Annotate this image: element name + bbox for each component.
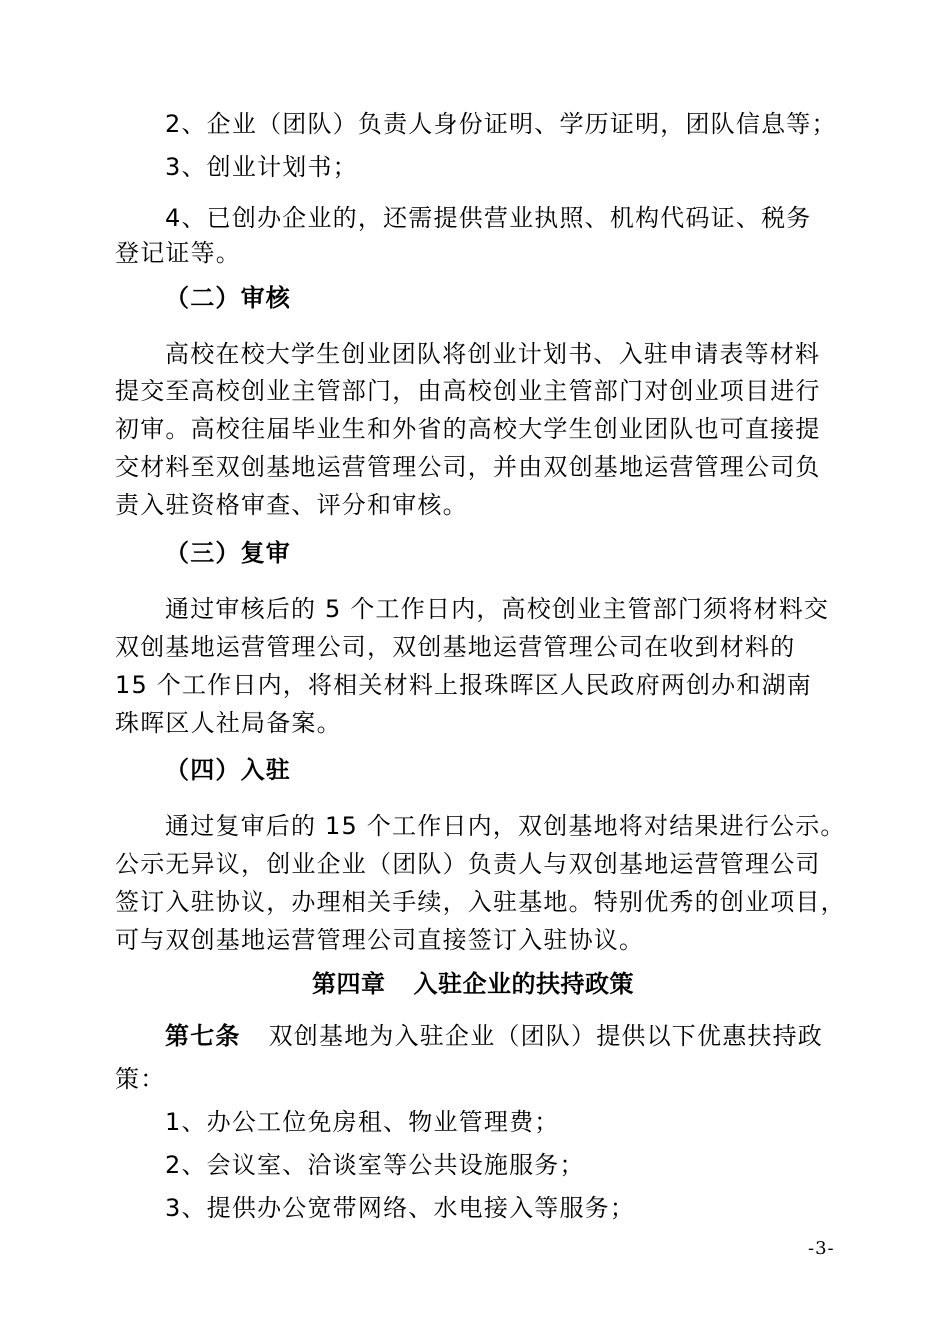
- paragraph-line: 高校在校大学生创业团队将创业计划书、入驻申请表等材料: [165, 340, 821, 368]
- paragraph-line: 交材料至双创基地运营管理公司，并由双创基地运营管理公司负: [115, 453, 821, 481]
- paragraph-line: 可与双创基地运营管理公司直接签订入驻协议。: [115, 926, 645, 954]
- paragraph-line: 15 个工作日内，将相关材料上报珠晖区人民政府两创办和湖南: [115, 671, 812, 699]
- section-heading-settle: （四）入驻: [165, 756, 291, 784]
- list-item-2: 2、企业（团队）负责人身份证明、学历证明，团队信息等；: [165, 110, 837, 138]
- paragraph-line: 通过复审后的 15 个工作日内，双创基地将对结果进行公示。: [165, 812, 846, 840]
- article-label: 第七条: [165, 1022, 241, 1050]
- list-item-3: 3、提供办公宽带网络、水电接入等服务；: [165, 1194, 636, 1222]
- paragraph-line: 通过审核后的 5 个工作日内，高校创业主管部门须将材料交: [165, 595, 830, 623]
- paragraph-line: 策：: [115, 1065, 166, 1093]
- section-heading-recheck: （三）复审: [165, 539, 291, 567]
- list-item-1: 1、办公工位免房租、物业管理费；: [165, 1108, 560, 1136]
- list-item-2: 2、会议室、洽谈室等公共设施服务；: [165, 1151, 585, 1179]
- page-number: -3-: [808, 1238, 835, 1259]
- article-line: [165, 1021, 823, 1051]
- paragraph-line: 责入驻资格审查、评分和审核。: [115, 491, 468, 519]
- paragraph-line: 初审。高校往届毕业生和外省的高校大学生创业团队也可直接提: [115, 415, 821, 443]
- paragraph-line: 双创基地运营管理公司，双创基地运营管理公司在收到材料的: [115, 633, 796, 661]
- chapter-title: 入驻企业的扶持政策: [413, 970, 634, 998]
- chapter-heading: [312, 969, 634, 999]
- list-item-4: 4、已创办企业的，还需提供营业执照、机构代码证、税务: [165, 204, 812, 232]
- list-item-3: 3、创业计划书；: [165, 153, 358, 181]
- article-text: 双创基地为入驻企业（团队）提供以下优惠扶持政: [268, 1022, 824, 1050]
- paragraph-line: 签订入驻协议，办理相关手续，入驻基地。特别优秀的创业项目，: [115, 888, 846, 916]
- chapter-number: 第四章: [312, 970, 386, 998]
- paragraph-line: 提交至高校创业主管部门，由高校创业主管部门对创业项目进行: [115, 377, 821, 405]
- paragraph-line: 珠晖区人社局备案。: [115, 709, 342, 737]
- list-item-4-cont: 登记证等。: [115, 239, 241, 267]
- paragraph-line: 公示无异议，创业企业（团队）负责人与双创基地运营管理公司: [115, 850, 821, 878]
- section-heading-review: （二）审核: [165, 284, 291, 312]
